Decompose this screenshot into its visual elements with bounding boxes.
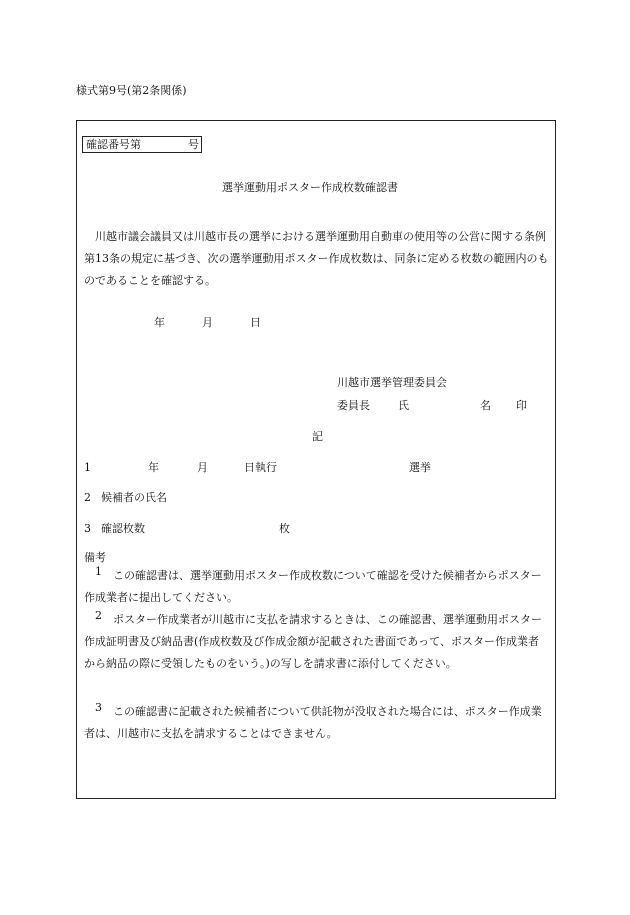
item-1-number: 1 xyxy=(84,461,91,474)
note-1-number: 1 xyxy=(95,565,102,578)
item-1-election: 選挙 xyxy=(409,461,431,474)
confirmation-number-suffix: 号 xyxy=(188,138,199,151)
item-2-number: 2 xyxy=(84,491,91,504)
confirmation-number-box xyxy=(82,136,202,153)
form-number-label: 様式第9号(第2条関係) xyxy=(76,84,187,97)
note-1-text: この確認書は、選挙運動用ポスター作成枚数について確認を受けた候補者からポスター作成業者に提出してください。 xyxy=(84,569,542,604)
note-2-text: ポスター作成業者が川越市に支払を請求するときは、この確認書、選挙運動用ポスター作成証明書及び納品書(作成枚数及び作成金額が記載された書面であって、ポスター作成業者から納品の際に受領したものをいう。)の写しを請求書に添付してください。 xyxy=(84,613,542,670)
item-1-year: 年 xyxy=(148,461,159,474)
item-3-label: 確認枚数 xyxy=(101,522,145,535)
form-frame xyxy=(76,120,556,799)
chair-name-mei: 名 xyxy=(480,399,491,412)
date-day: 日 xyxy=(250,316,261,329)
document-title: 選挙運動用ポスター作成枚数確認書 xyxy=(222,181,398,194)
item-3-unit: 枚 xyxy=(279,522,290,535)
note-3-number: 3 xyxy=(95,701,102,714)
confirmation-number-label: 確認番号第 xyxy=(86,138,141,151)
body-text: 川越市議会議員又は川越市長の選挙における選挙運動用自動車の使用等の公営に関する条例第13条の規定に基づき、次の選挙運動用ポスター作成枚数は、同条に定める枚数の範囲内のものであることを確認する。 xyxy=(84,230,549,287)
chair-name-shi: 氏 xyxy=(398,399,409,412)
remarks-heading: 備考 xyxy=(84,551,106,564)
ki-heading: 記 xyxy=(312,430,323,443)
item-1-day-exec: 日執行 xyxy=(244,461,277,474)
committee-name: 川越市選挙管理委員会 xyxy=(337,376,447,389)
seal-mark: 印 xyxy=(516,399,527,412)
item-3-number: 3 xyxy=(84,522,91,535)
committee-chair: 委員長 xyxy=(337,399,370,412)
date-month: 月 xyxy=(202,316,213,329)
note-2-number: 2 xyxy=(95,609,102,622)
item-1-month: 月 xyxy=(197,461,208,474)
date-year: 年 xyxy=(154,316,165,329)
note-3-text: この確認書に記載された候補者について供託物が没収された場合には、ポスター作成業者は、川越市に支払を請求することはできません。 xyxy=(84,705,542,740)
item-2-label: 候補者の氏名 xyxy=(101,491,167,504)
